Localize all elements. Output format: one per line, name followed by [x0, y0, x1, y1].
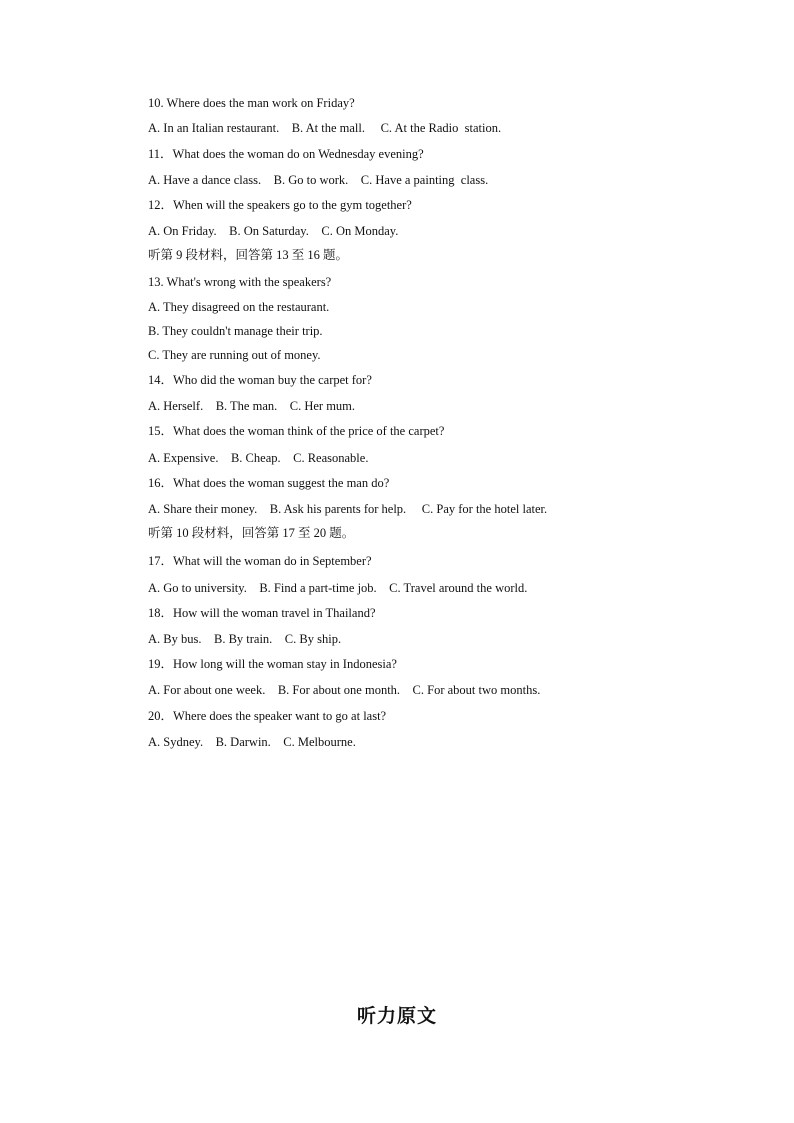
question-12-options: A. On Friday. B. On Saturday. C. On Monday. — [148, 224, 399, 238]
question-16-options: A. Share their money. B. Ask his parents for help. C. Pay for the hotel later. — [148, 502, 548, 516]
question-13-option-b: B. They couldn't manage their trip. — [148, 324, 323, 338]
question-20-options: A. Sydney. B. Darwin. C. Melbourne. — [148, 735, 356, 749]
question-13: 13. What's wrong with the speakers? — [148, 275, 332, 289]
question-18-options: A. By bus. B. By train. C. By ship. — [148, 632, 342, 646]
question-17-options: A. Go to university. B. Find a part-time job. C. Travel around the world. — [148, 581, 528, 595]
question-20: 20．Where does the speaker want to go at last? — [148, 709, 387, 723]
question-17: 17．What will the woman do in September? — [148, 554, 372, 568]
section-instruction-9: 听第 9 段材料，回答第 13 至 16 题。 — [148, 248, 349, 262]
section-title: 听力原文 — [356, 1005, 437, 1027]
question-18: 18．How will the woman travel in Thailand? — [148, 606, 376, 620]
question-13-option-a: A. They disagreed on the restaurant. — [148, 300, 330, 314]
question-19-options: A. For about one week. B. For about one month. C. For about two months. — [148, 683, 541, 697]
question-15: 15．What does the woman think of the price of the carpet? — [148, 424, 445, 438]
question-11: 11．What does the woman do on Wednesday evening? — [148, 147, 424, 161]
question-15-options: A. Expensive. B. Cheap. C. Reasonable. — [148, 451, 369, 465]
question-14: 14．Who did the woman buy the carpet for? — [148, 373, 372, 387]
question-10: 10. Where does the man work on Friday? — [148, 96, 355, 110]
section-instruction-10: 听第 10 段材料，回答第 17 至 20 题。 — [148, 526, 355, 540]
question-11-options: A. Have a dance class. B. Go to work. C. Have a painting class. — [148, 173, 489, 187]
question-13-option-c: C. They are running out of money. — [148, 348, 321, 362]
question-19: 19．How long will the woman stay in Indonesia? — [148, 657, 397, 671]
question-14-options: A. Herself. B. The man. C. Her mum. — [148, 399, 356, 413]
question-16: 16．What does the woman suggest the man do? — [148, 476, 390, 490]
question-12: 12．When will the speakers go to the gym together? — [148, 198, 412, 212]
question-10-options: A. In an Italian restaurant. B. At the mall. C. At the Radio station. — [148, 121, 502, 135]
